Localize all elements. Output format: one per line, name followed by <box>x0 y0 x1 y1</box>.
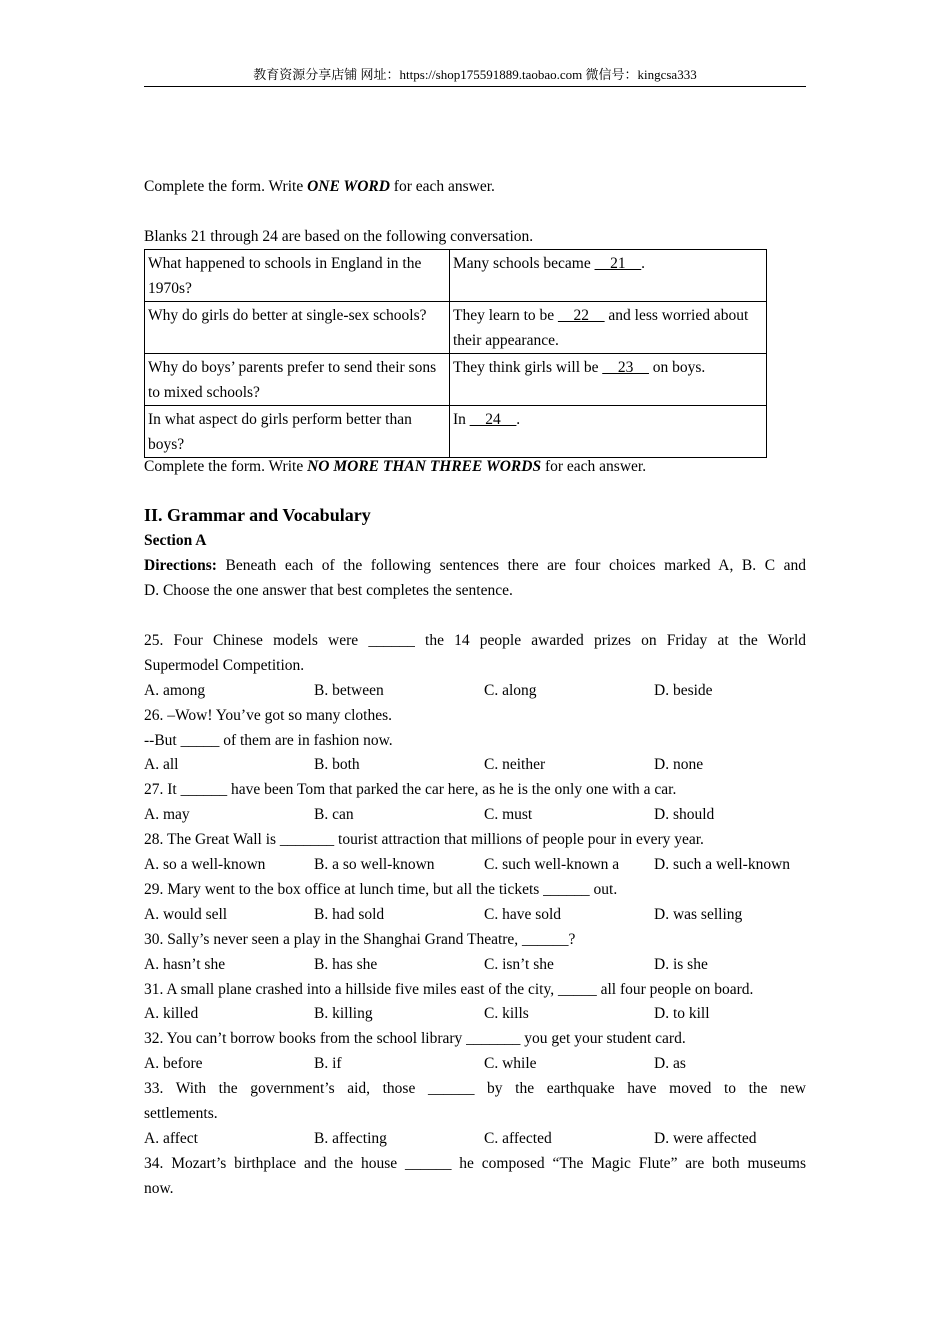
instruction-three-words: Complete the form. Write NO MORE THAN THREE WORDS for each answer. <box>144 458 647 475</box>
q29-option-c[interactable]: C. have sold <box>484 906 562 923</box>
question-33-cont: settlements. <box>144 1105 218 1122</box>
q32-option-a[interactable]: A. before <box>144 1055 203 1072</box>
q25-option-a[interactable]: A. among <box>144 682 206 699</box>
instruction-one-word: Complete the form. Write ONE WORD for each answer. <box>144 178 495 195</box>
q31-option-d[interactable]: D. to kill <box>654 1005 710 1022</box>
answer-form-table <box>144 249 767 458</box>
question-26-cont: --But _____ of them are in fashion now. <box>144 732 393 749</box>
blank-23[interactable]: __23__ <box>602 359 649 376</box>
question-28: 28. The Great Wall is _______ tourist attraction that millions of people pour in every year. <box>144 831 704 848</box>
blanks-intro: Blanks 21 through 24 are based on the following conversation. <box>144 228 534 245</box>
q29-option-d[interactable]: D. was selling <box>654 906 743 923</box>
q33-option-a[interactable]: A. affect <box>144 1130 198 1147</box>
section-title: II. Grammar and Vocabulary <box>144 505 371 525</box>
blank-24[interactable]: __24__ <box>469 411 517 428</box>
page-header: 教育资源分享店铺 网址：https://shop175591889.taobao.com 微信号：kingcsa333 <box>144 66 806 87</box>
answer-cell: They think girls will be __23__ on boys. <box>450 354 767 406</box>
q28-option-d[interactable]: D. such a well-known <box>654 856 791 873</box>
question-cell: In what aspect do girls perform better than boys? <box>145 406 450 458</box>
q28-option-c[interactable]: C. such well-known a <box>484 856 620 873</box>
q27-option-a[interactable]: A. may <box>144 806 190 823</box>
q33-option-b[interactable]: B. affecting <box>314 1130 387 1147</box>
q30-option-d[interactable]: D. is she <box>654 956 708 973</box>
blank-22[interactable]: __22__ <box>558 307 605 324</box>
q33-option-d[interactable]: D. were affected <box>654 1130 757 1147</box>
q27-option-c[interactable]: C. must <box>484 806 533 823</box>
q25-option-c[interactable]: C. along <box>484 682 537 699</box>
directions-line-1: Directions: Beneath each of the following sentences there are four choices marked A, B. C and <box>144 557 806 574</box>
question-cell: Why do boys’ parents prefer to send their sons to mixed schools? <box>145 354 450 406</box>
table-row <box>145 406 767 458</box>
q26-option-d[interactable]: D. none <box>654 756 704 773</box>
q31-option-a[interactable]: A. killed <box>144 1005 199 1022</box>
q32-option-c[interactable]: C. while <box>484 1055 537 1072</box>
answer-cell: They learn to be __22__ and less worried about their appearance. <box>450 302 767 354</box>
q26-option-b[interactable]: B. both <box>314 756 360 773</box>
question-cell: What happened to schools in England in the 1970s? <box>145 250 450 302</box>
q25-option-b[interactable]: B. between <box>314 682 384 699</box>
question-34: 34. Mozart’s birthplace and the house ______ he composed “The Magic Flute” are both museums <box>144 1155 806 1172</box>
answer-cell: Many schools became __21__. <box>450 250 767 302</box>
question-31: 31. A small plane crashed into a hillside five miles east of the city, _____ all four people on board. <box>144 981 754 998</box>
q31-option-c[interactable]: C. kills <box>484 1005 529 1022</box>
q29-option-a[interactable]: A. would sell <box>144 906 228 923</box>
q29-option-b[interactable]: B. had sold <box>314 906 385 923</box>
table-row <box>145 250 767 302</box>
q26-option-c[interactable]: C. neither <box>484 756 546 773</box>
q28-option-b[interactable]: B. a so well-known <box>314 856 435 873</box>
question-25: 25. Four Chinese models were ______ the 14 people awarded prizes on Friday at the World <box>144 632 806 649</box>
q33-option-c[interactable]: C. affected <box>484 1130 552 1147</box>
blank-21[interactable]: __21__ <box>594 255 642 272</box>
q31-option-b[interactable]: B. killing <box>314 1005 373 1022</box>
q32-option-d[interactable]: D. as <box>654 1055 686 1072</box>
question-33: 33. With the government’s aid, those ______ by the earthquake have moved to the new <box>144 1080 806 1097</box>
section-a-heading: Section A <box>144 532 207 549</box>
q30-option-b[interactable]: B. has she <box>314 956 378 973</box>
q30-option-a[interactable]: A. hasn’t she <box>144 956 226 973</box>
question-27: 27. It ______ have been Tom that parked the car here, as he is the only one with a car. <box>144 781 677 798</box>
question-34-cont: now. <box>144 1180 174 1197</box>
answer-cell: In __24__. <box>450 406 767 458</box>
question-32: 32. You can’t borrow books from the school library _______ you get your student card. <box>144 1030 686 1047</box>
q32-option-b[interactable]: B. if <box>314 1055 342 1072</box>
question-30: 30. Sally’s never seen a play in the Shanghai Grand Theatre, ______? <box>144 931 576 948</box>
question-29: 29. Mary went to the box office at lunch time, but all the tickets ______ out. <box>144 881 618 898</box>
table-row <box>145 354 767 406</box>
directions-label: Directions: <box>144 557 217 574</box>
q26-option-a[interactable]: A. all <box>144 756 179 773</box>
q28-option-a[interactable]: A. so a well-known <box>144 856 266 873</box>
question-cell: Why do girls do better at single-sex schools? <box>145 302 450 354</box>
q27-option-d[interactable]: D. should <box>654 806 715 823</box>
directions-line-2: D. Choose the one answer that best completes the sentence. <box>144 582 513 599</box>
q30-option-c[interactable]: C. isn’t she <box>484 956 554 973</box>
question-26: 26. –Wow! You’ve got so many clothes. <box>144 707 393 724</box>
question-25-cont: Supermodel Competition. <box>144 657 305 674</box>
q27-option-b[interactable]: B. can <box>314 806 354 823</box>
q25-option-d[interactable]: D. beside <box>654 682 713 699</box>
table-row <box>145 302 767 354</box>
